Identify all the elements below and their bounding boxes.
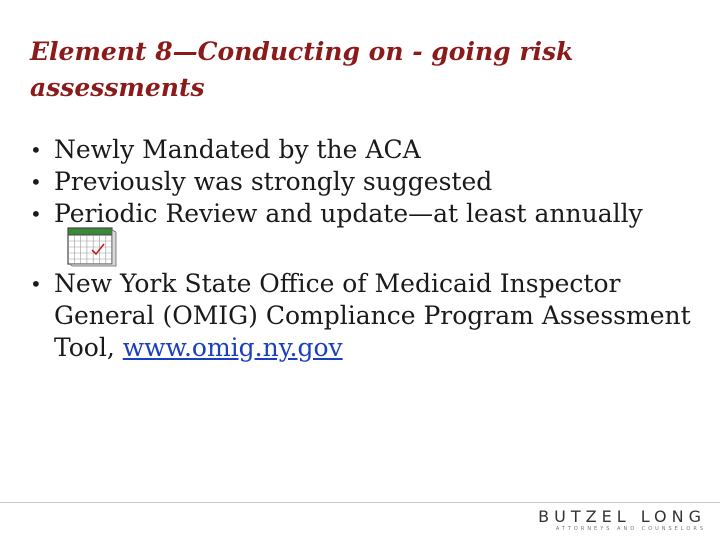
bullet-item: [30, 166, 700, 198]
bullet-text: New York State Office of Medicaid Inspector General (OMIG) Compliance Program Assessment Tool,: [54, 269, 691, 362]
slide-title: Element 8—Conducting on - going risk assessments: [30, 37, 574, 102]
bullet-item: [30, 268, 700, 364]
bullet-dot: •: [30, 138, 42, 162]
logo-text: BUTZEL LONG: [538, 507, 706, 526]
bullet-list: [30, 134, 700, 364]
bullet-dot: •: [30, 202, 42, 226]
bullet-item: [30, 198, 700, 268]
footer-divider: [0, 502, 720, 503]
bullet-dot: •: [30, 272, 42, 296]
logo-subtext: ATTORNEYS AND COUNSELORS: [555, 526, 706, 532]
omig-link[interactable]: www.omig.ny.gov: [122, 333, 343, 362]
bullet-text: Periodic Review and update—at least annually: [54, 199, 643, 228]
bullet-text: Previously was strongly suggested: [54, 167, 493, 196]
bullet-dot: •: [30, 170, 42, 194]
calendar-icon: [66, 224, 118, 268]
butzel-long-logo: [538, 508, 706, 533]
bullet-item: [30, 134, 700, 166]
bullet-text: Newly Mandated by the ACA: [54, 135, 421, 164]
